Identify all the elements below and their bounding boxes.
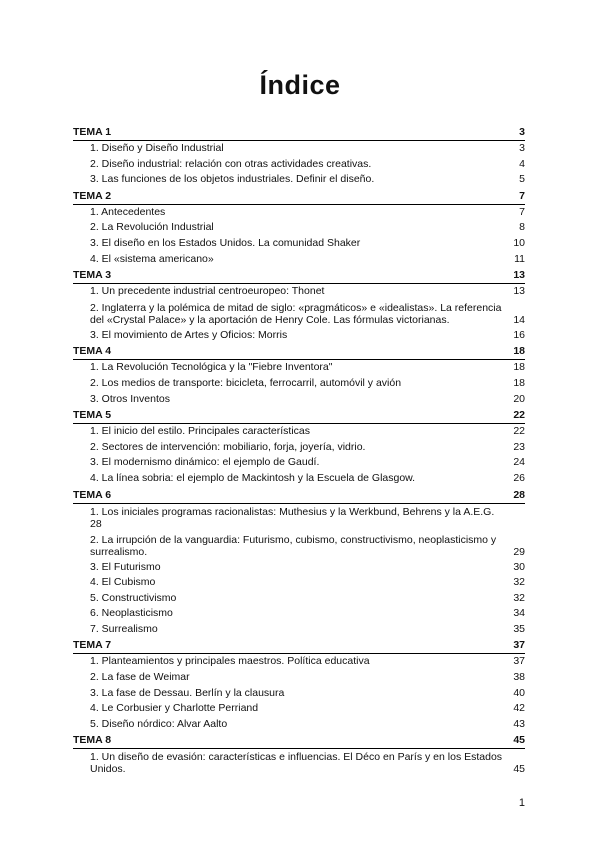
toc-entry[interactable]: [73, 205, 525, 221]
toc-entry-text: 2. La fase de Weimar: [90, 671, 190, 684]
toc-entry-text: 1. La Revolución Tecnológica y la "Fiebre Inventora": [90, 361, 333, 374]
toc-entry-page: 28: [90, 517, 102, 530]
toc-entry-text: 2. Diseño industrial: relación con otras actividades creativas.: [90, 157, 372, 170]
toc-topic[interactable]: [73, 732, 525, 749]
toc-entry[interactable]: [73, 749, 525, 777]
toc-entry-page: 35: [513, 622, 525, 635]
toc-entry[interactable]: [73, 575, 525, 591]
toc-entry-page: 26: [513, 471, 525, 484]
toc-topic-page: 13: [513, 269, 525, 282]
toc-entry-page: 30: [513, 560, 525, 573]
toc-topic-page: 37: [513, 639, 525, 652]
toc-topic[interactable]: [73, 407, 525, 424]
toc-entry[interactable]: [73, 300, 525, 328]
toc-entry-text: 6. Neoplasticismo: [90, 607, 173, 620]
page-title: Índice: [259, 70, 341, 100]
toc-entry-page: 14: [513, 313, 525, 326]
toc-entry[interactable]: [73, 376, 525, 392]
toc-entry-page: 42: [513, 702, 525, 715]
toc-entry-text: 3. Las funciones de los objetos industriales. Definir el diseño.: [90, 173, 375, 186]
toc-entry-text: 3. Otros Inventos: [90, 392, 170, 405]
toc-topic-label: TEMA 1: [73, 126, 112, 138]
toc-entry[interactable]: [73, 360, 525, 376]
toc-entry-page: 40: [513, 686, 525, 699]
toc-topic-page: 7: [519, 189, 525, 202]
toc-entry-text: 2. Sectores de intervención: mobiliario, forja, joyería, vidrio.: [90, 440, 366, 453]
toc-entry[interactable]: [73, 328, 525, 344]
toc-entry-page: 32: [513, 591, 525, 604]
toc-topic[interactable]: [73, 487, 525, 504]
toc-entry[interactable]: [73, 392, 525, 408]
toc-topic[interactable]: [73, 124, 525, 141]
toc-entry[interactable]: [73, 220, 525, 236]
toc-topic[interactable]: [73, 267, 525, 284]
toc-topic[interactable]: [73, 188, 525, 205]
toc-entry-page: 16: [513, 328, 525, 341]
toc-entry-page: 8: [519, 221, 525, 234]
toc-entry-page: 37: [513, 655, 525, 668]
toc-entry-text: 4. Le Corbusier y Charlotte Perriand: [90, 702, 259, 715]
toc-entry[interactable]: [73, 471, 525, 487]
toc-entry[interactable]: [73, 701, 525, 717]
toc-entry-page: 11: [514, 252, 525, 265]
toc-entry[interactable]: [73, 686, 525, 702]
toc-entry[interactable]: [73, 606, 525, 622]
toc-topic[interactable]: [73, 637, 525, 654]
toc-topic-page: 22: [513, 409, 525, 422]
toc-entry-page: 43: [513, 717, 525, 730]
toc-entry-text: 4. La línea sobria: el ejemplo de Mackintosh y la Escuela de Glasgow.: [90, 471, 416, 484]
toc-topic[interactable]: [73, 343, 525, 360]
toc-entry-text: 1. Un precedente industrial centroeuropeo: Thonet: [90, 285, 325, 298]
toc-topic-page: 28: [513, 488, 525, 501]
toc-entry-text: 5. Constructivismo: [90, 591, 177, 604]
toc-entry[interactable]: [73, 157, 525, 173]
toc-topic-label: TEMA 6: [73, 488, 112, 501]
toc-topic-label: TEMA 3: [73, 269, 112, 282]
toc-entry-text: 1. Diseño y Diseño Industrial: [90, 142, 224, 154]
toc-entry[interactable]: [73, 717, 525, 733]
toc-entry-page: 7: [519, 205, 525, 218]
toc-entry-text: 3. El movimiento de Artes y Oficios: Morris: [90, 328, 288, 341]
toc-entry[interactable]: [73, 141, 525, 157]
toc-entry-page: 18: [513, 361, 525, 374]
toc-entry-page: 3: [519, 142, 525, 154]
toc-topic-page: 18: [513, 345, 525, 358]
toc-entry-page: 22: [513, 425, 525, 438]
toc-entry[interactable]: [73, 424, 525, 440]
toc-entry-page: 45: [513, 763, 525, 776]
toc-entry-page: 4: [519, 157, 525, 170]
toc-entry-text: 2. La Revolución Industrial: [90, 221, 214, 234]
toc-entry-text: 1. Los iniciales programas racionalistas: Muthesius y la Werkbund, Behrens y la A.E.G.: [90, 505, 495, 518]
toc-entry-text: 1. El inicio del estilo. Principales características: [90, 425, 311, 438]
toc-topic-label: TEMA 4: [73, 345, 112, 358]
toc-entry-text: 1. Antecedentes: [90, 205, 166, 218]
toc-entry[interactable]: [73, 236, 525, 252]
toc-topic-label: TEMA 5: [73, 409, 112, 422]
toc-entry-text: 2. Inglaterra y la polémica de mitad de siglo: «pragmáticos» e «idealistas». La referencia del «Crystal Palace» y la aportación de Henry Cole. Las fórmulas victorianas.: [90, 301, 502, 326]
page-number: 1: [518, 797, 525, 809]
toc-entry[interactable]: [73, 654, 525, 670]
toc-entry-page: 5: [519, 173, 525, 186]
toc-entry-text: 5. Diseño nórdico: Alvar Aalto: [90, 717, 228, 730]
toc-entry-text: 4. El «sistema americano»: [90, 252, 214, 265]
toc-topic-label: TEMA 7: [73, 639, 112, 652]
toc-topic-label: TEMA 2: [73, 189, 112, 202]
toc-entry[interactable]: [73, 532, 525, 560]
toc-entry-page: 38: [513, 671, 525, 684]
toc-entry-page: 23: [513, 440, 525, 453]
toc-entry-text: 1. Planteamientos y principales maestros. Política educativa: [90, 655, 370, 668]
toc-entry[interactable]: [73, 284, 525, 300]
toc-entry-page: 10: [513, 236, 525, 249]
toc-entry[interactable]: [73, 591, 525, 607]
toc-topic-label: TEMA 8: [73, 734, 112, 747]
toc-entry[interactable]: [73, 252, 525, 268]
toc-entry-text: 3. La fase de Dessau. Berlín y la clausura: [90, 686, 285, 699]
toc-entry-text: 1. Un diseño de evasión: características e influencias. El Déco en París y en los Estados Unidos.: [90, 751, 503, 776]
toc-entry-text: 7. Surrealismo: [90, 622, 158, 635]
toc-entry-page: 24: [513, 456, 525, 469]
toc-topic-page: 45: [513, 734, 525, 747]
toc-entry-page: 13: [513, 285, 525, 298]
toc-entry[interactable]: [73, 440, 525, 456]
toc-entry-page: 32: [513, 576, 525, 589]
toc-entry-text: 3. El diseño en los Estados Unidos. La comunidad Shaker: [90, 236, 361, 249]
toc-entry-text: 3. El Futurismo: [90, 560, 161, 573]
toc-entry-text: 2. La irrupción de la vanguardia: Futurismo, cubismo, constructivismo, neoplasticismo y surrealismo.: [90, 533, 497, 558]
toc-entry-text: 4. El Cubismo: [90, 576, 156, 589]
toc-entry-text: 3. El modernismo dinámico: el ejemplo de Gaudí.: [90, 456, 320, 469]
toc-entry-text: 2. Los medios de transporte: bicicleta, ferrocarril, automóvil y avión: [90, 376, 402, 389]
toc-entry-page: 29: [513, 545, 525, 558]
toc-entry[interactable]: [73, 560, 525, 576]
toc-entry[interactable]: [73, 172, 525, 188]
toc-entry-page: 20: [513, 392, 525, 405]
toc-entry-page: 34: [513, 607, 525, 620]
toc-entry[interactable]: [73, 504, 525, 532]
toc-entry-page: 18: [513, 376, 525, 389]
toc-entry[interactable]: [73, 622, 525, 638]
table-of-contents: [73, 124, 525, 777]
toc-entry[interactable]: [73, 670, 525, 686]
toc-entry[interactable]: [73, 455, 525, 471]
toc-topic-page: 3: [519, 126, 525, 138]
